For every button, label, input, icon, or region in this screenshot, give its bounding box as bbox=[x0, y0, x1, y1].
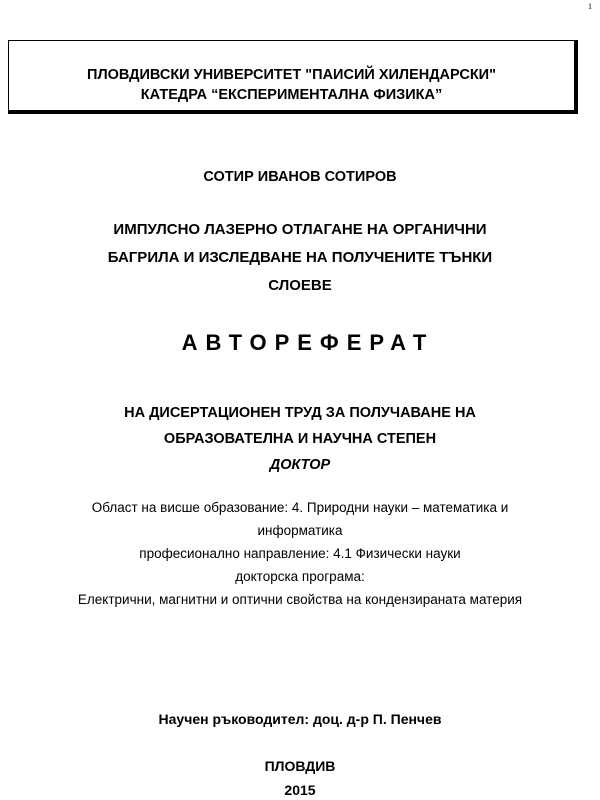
document-type-heading: АВТОРЕФЕРАТ bbox=[181, 330, 435, 355]
university-name: ПЛОВДИВСКИ УНИВЕРСИТЕТ "ПАИСИЙ ХИЛЕНДАРСКИ" bbox=[87, 67, 496, 83]
field-line: професионално направление: 4.1 Физически науки bbox=[139, 546, 461, 561]
institution-header-box bbox=[8, 40, 578, 114]
field-of-study-info bbox=[0, 496, 600, 611]
subtitle-line: НА ДИСЕРТАЦИОНЕН ТРУД ЗА ПОЛУЧАВАНЕ НА bbox=[124, 405, 476, 421]
author-name: СОТИР ИВАНОВ СОТИРОВ bbox=[203, 169, 397, 185]
field-line: докторска програма: bbox=[235, 569, 365, 584]
field-line: Област на висше образование: 4. Природни науки – математика и bbox=[91, 500, 509, 515]
degree-name: ДОКТОР bbox=[269, 457, 331, 473]
department-name: КАТЕДРА “ЕКСПЕРИМЕНТАЛНА ФИЗИКА” bbox=[140, 87, 443, 103]
city-name: ПЛОВДИВ bbox=[264, 758, 336, 774]
page-number: 1 bbox=[588, 2, 592, 11]
subtitle-line: ОБРАЗОВАТЕЛНА И НАУЧНА СТЕПЕН bbox=[163, 431, 437, 447]
thesis-title-line: СЛОЕВЕ bbox=[268, 277, 332, 294]
dissertation-subtitle bbox=[0, 400, 600, 478]
thesis-title-line: ИМПУЛСНО ЛАЗЕРНО ОТЛАГАНЕ НА ОРГАНИЧНИ bbox=[113, 221, 487, 238]
supervisor-line: Научен ръководител: доц. д-р П. Пенчев bbox=[158, 711, 442, 727]
field-line: информатика bbox=[257, 523, 343, 538]
thesis-title-line: БАГРИЛА И ИЗСЛЕДВАНЕ НА ПОЛУЧЕНИТЕ ТЪНКИ bbox=[107, 249, 493, 266]
field-line: Електрични, магнитни и оптични свойства на кондензираната материя bbox=[77, 592, 523, 607]
thesis-title bbox=[0, 216, 600, 300]
publication-year: 2015 bbox=[284, 782, 316, 798]
